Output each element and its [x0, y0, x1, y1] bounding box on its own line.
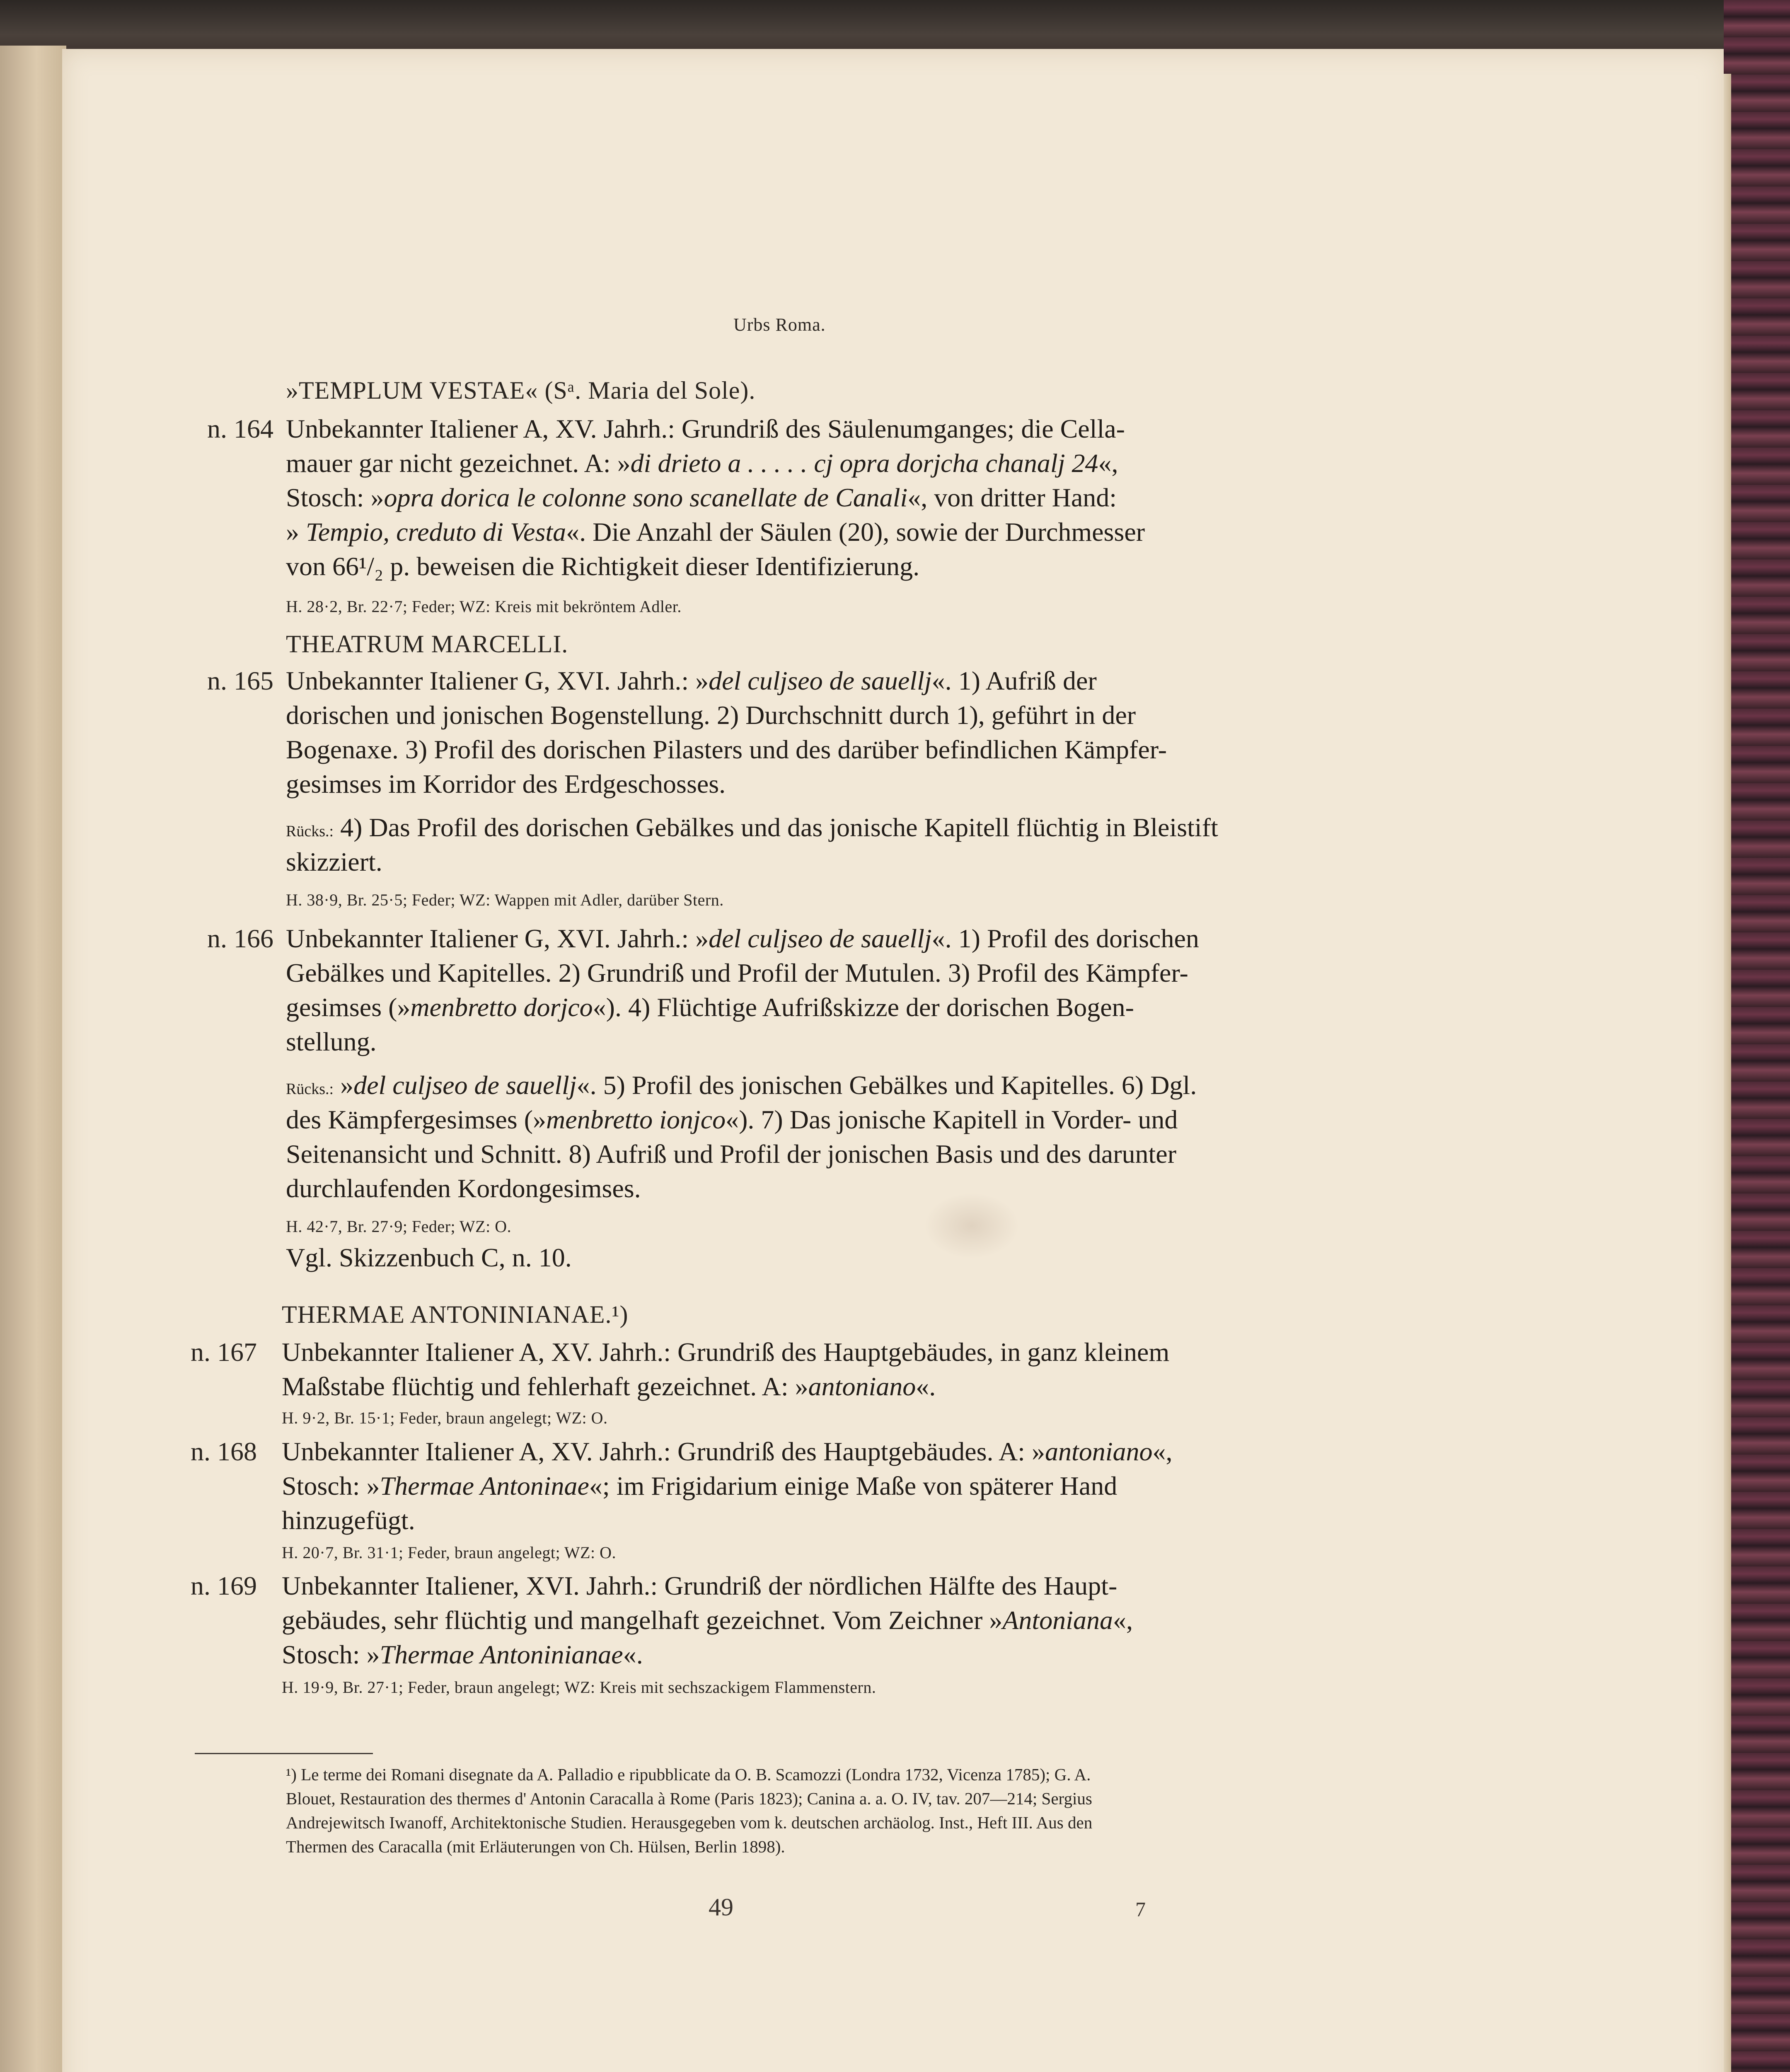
entry-165-line-2: dorischen und jonischen Bogenstellung. 2) Durchschnitt durch 1), geführt in der: [286, 700, 1136, 730]
entry-164-line-2: mauer gar nicht gezeichnet. A: »di drieto a . . . . . cj opra dorjcha chanalj 24«,: [286, 448, 1118, 478]
entry-169-line-1: Unbekannter Italiener, XVI. Jahrh.: Grundriß der nördlichen Hälfte des Haupt-: [282, 1571, 1118, 1600]
footnote-line-2: Blouet, Restauration des thermes d' Antonin Caracalla à Rome (Paris 1823); Canina a. a. O. IV, tav. 207—214; Sergius: [286, 1789, 1092, 1808]
verso-label: Rücks.:: [286, 823, 334, 840]
entry-165-line-4: gesimses im Korridor des Erdgeschosses.: [286, 769, 726, 799]
entry-166-line-4: stellung.: [286, 1027, 377, 1056]
entry-166-cross-reference: Vgl. Skizzenbuch C, n. 10.: [286, 1243, 572, 1272]
entry-165-verso-line-2: skizziert.: [286, 847, 382, 876]
entry-number-169: n. 169: [191, 1571, 257, 1600]
entry-169-meta: H. 19·9, Br. 27·1; Feder, braun angelegt; WZ: Kreis mit sechszackigem Flammenstern.: [282, 1678, 876, 1697]
entry-number-164: n. 164: [207, 414, 273, 443]
entry-number-165: n. 165: [207, 666, 273, 695]
entry-165-line-1: Unbekannter Italiener G, XVI. Jahrh.: »del culjseo de sauellj«. 1) Aufriß der: [286, 666, 1097, 695]
entry-167-line-1: Unbekannter Italiener A, XV. Jahrh.: Grundriß des Hauptgebäudes, in ganz kleinem: [282, 1337, 1170, 1367]
section-heading-vestae: »TEMPLUM VESTAE« (Sᵃ. Maria del Sole).: [286, 377, 756, 404]
footnote-rule: [195, 1753, 373, 1754]
entry-164-line-4: » Tempio, creduto di Vesta«. Die Anzahl der Säulen (20), sowie der Durchmesser: [286, 517, 1145, 547]
entry-166-line-2: Gebälkes und Kapitelles. 2) Grundriß und Profil der Mutulen. 3) Profil des Kämpfer-: [286, 958, 1188, 988]
footnote-line-1: ¹) Le terme dei Romani disegnate da A. Palladio e ripubblicate da O. B. Scamozzi (Londra 1732, Vicenza 1785); G. A.: [286, 1765, 1091, 1784]
entry-166-verso-line-4: durchlaufenden Kordongesimses.: [286, 1174, 641, 1203]
entry-165-meta: H. 38·9, Br. 25·5; Feder; WZ: Wappen mit Adler, darüber Stern.: [286, 891, 724, 909]
entry-number-166: n. 166: [207, 924, 273, 953]
page-number: 49: [709, 1893, 733, 1921]
entry-164-meta: H. 28·2, Br. 22·7; Feder; WZ: Kreis mit bekröntem Adler.: [286, 597, 682, 616]
entry-167-meta: H. 9·2, Br. 15·1; Feder, braun angelegt; WZ: O.: [282, 1409, 608, 1427]
verso-label: Rücks.:: [286, 1080, 334, 1098]
document-page: [62, 49, 1724, 2072]
entry-166-verso-line-3: Seitenansicht und Schnitt. 8) Aufriß und Profil der jonischen Basis und des darunter: [286, 1139, 1176, 1169]
entry-166-verso-line-2: des Kämpfergesimses (»menbretto ionjco«). 7) Das jonische Kapitell in Vorder- und: [286, 1105, 1178, 1134]
entry-number-168: n. 168: [191, 1437, 257, 1466]
entry-167-line-2: Maßstabe flüchtig und fehlerhaft gezeichnet. A: »antoniano«.: [282, 1372, 936, 1401]
entry-number-167: n. 167: [191, 1337, 257, 1367]
marbled-cover-edge: [1724, 0, 1790, 2072]
entry-166-verso-line-1: Rücks.: »del culjseo de sauellj«. 5) Profil des jonischen Gebälkes und Kapitelles. 6) Dgl.: [286, 1070, 1197, 1100]
entry-165-line-3: Bogenaxe. 3) Profil des dorischen Pilasters und des darüber befindlichen Kämpfer-: [286, 735, 1167, 764]
entry-166-line-3: gesimses (»menbretto dorjco«). 4) Flüchtige Aufrißskizze der dorischen Bogen-: [286, 992, 1134, 1022]
section-heading-thermae: THERMAE ANTONINIANAE.¹): [282, 1301, 629, 1328]
entry-168-line-3: hinzugefügt.: [282, 1506, 415, 1535]
entry-169-line-3: Stosch: »Thermae Antoninianae«.: [282, 1640, 643, 1669]
entry-164-line-3: Stosch: »opra dorica le colonne sono scanellate de Canali«, von dritter Hand:: [286, 483, 1117, 512]
running-head: Urbs Roma.: [733, 315, 826, 335]
page-fore-edge: [1724, 74, 1731, 2072]
section-heading-marcelli: THEATRUM MARCELLI.: [286, 630, 568, 658]
signature-mark: 7: [1135, 1898, 1146, 1921]
entry-169-line-2: gebäudes, sehr flüchtig und mangelhaft gezeichnet. Vom Zeichner »Antoniana«,: [282, 1605, 1133, 1635]
entry-166-line-1: Unbekannter Italiener G, XVI. Jahrh.: »del culjseo de sauellj«. 1) Profil des dorischen: [286, 924, 1199, 953]
page-body: [62, 49, 1724, 2072]
entry-165-verso-line-1: Rücks.: 4) Das Profil des dorischen Gebälkes und das jonische Kapitell flüchtig in Bleistift: [286, 813, 1218, 842]
footnote-line-4: Thermen des Caracalla (mit Erläuterungen von Ch. Hülsen, Berlin 1898).: [286, 1837, 785, 1856]
entry-164-line-5: von 66¹/₂ p. beweisen die Richtigkeit dieser Identifizierung.: [286, 552, 920, 581]
entry-164-line-1: Unbekannter Italiener A, XV. Jahrh.: Grundriß des Säulenumganges; die Cella-: [286, 414, 1125, 443]
entry-166-meta: H. 42·7, Br. 27·9; Feder; WZ: O.: [286, 1217, 512, 1236]
facing-page-edge: [0, 46, 66, 2072]
entry-168-line-2: Stosch: »Thermae Antoninae«; im Frigidarium einige Maße von späterer Hand: [282, 1471, 1118, 1501]
entry-168-line-1: Unbekannter Italiener A, XV. Jahrh.: Grundriß des Hauptgebäudes. A: »antoniano«,: [282, 1437, 1173, 1466]
footnote-line-3: Andrejewitsch Iwanoff, Architektonische Studien. Herausgegeben vom k. deutschen archäolog. Inst., Heft III. Aus den: [286, 1813, 1093, 1832]
entry-168-meta: H. 20·7, Br. 31·1; Feder, braun angelegt; WZ: O.: [282, 1543, 617, 1562]
